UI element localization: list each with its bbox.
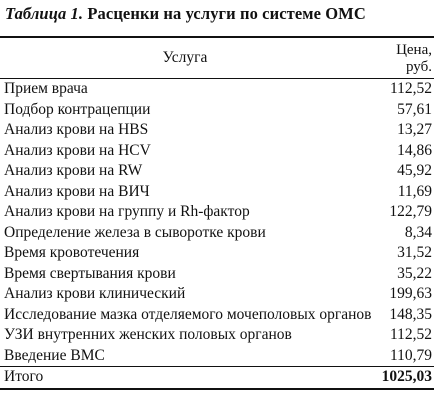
service-price: 110,79: [389, 346, 432, 364]
service-price: 112,52: [389, 80, 432, 97]
table-row: [0, 202, 434, 223]
table-row: [0, 120, 434, 141]
table-row: [0, 161, 434, 182]
caption-label: Таблица 1.: [5, 4, 84, 23]
service-price: 112,52: [389, 326, 432, 343]
table-row: [0, 284, 434, 305]
table-row: [0, 182, 434, 203]
service-price: 35,22: [397, 264, 432, 282]
price-table: [0, 36, 434, 390]
service-name: Исследование мазка отделяемого мочеполовых органов: [4, 305, 372, 323]
table-row: [0, 223, 434, 244]
service-price: 11,69: [397, 182, 432, 200]
total-row: [0, 366, 434, 388]
total-label: Итого: [4, 368, 44, 385]
service-name: Прием врача: [4, 80, 88, 97]
table-row: [0, 305, 434, 326]
service-name: Время свертывания крови: [4, 264, 176, 282]
service-price: 13,27: [397, 121, 432, 138]
table-header: [0, 38, 434, 79]
service-price: 199,63: [389, 285, 432, 302]
service-price: 14,86: [397, 141, 432, 159]
table-row: [0, 325, 434, 346]
service-name: Введение ВМС: [4, 346, 105, 364]
service-name: Время кровотечения: [4, 244, 140, 261]
service-price: 8,34: [404, 223, 432, 241]
table-row: [0, 243, 434, 264]
service-price: 57,61: [397, 100, 432, 118]
table-row: [0, 79, 434, 100]
table-row: [0, 264, 434, 285]
service-price: 122,79: [389, 203, 432, 220]
service-name: Определение железа в сыворотке крови: [4, 223, 266, 241]
service-name: Анализ крови на HCV: [4, 141, 151, 159]
service-name: Анализ крови на ВИЧ: [4, 182, 150, 200]
column-header-price-line1: Цена,: [396, 42, 432, 58]
total-price: 1025,03: [381, 368, 432, 385]
service-name: Подбор контрацепции: [4, 100, 151, 118]
service-price: 31,52: [397, 244, 432, 261]
table-row: [0, 346, 434, 367]
service-name: Анализ крови на группу и Rh-фактор: [4, 203, 250, 220]
column-header-price-line2: руб.: [406, 59, 432, 75]
column-header-price: [372, 42, 432, 76]
caption-title: Расценки на услуги по системе ОМС: [87, 4, 366, 23]
service-price: 148,35: [389, 305, 432, 323]
service-name: Анализ крови на RW: [4, 162, 143, 179]
table-body: [0, 79, 434, 388]
table-caption: [5, 4, 366, 24]
column-header-service: Услуга: [162, 49, 208, 66]
service-name: Анализ крови клинический: [4, 285, 186, 302]
table-row: [0, 100, 434, 121]
service-name: УЗИ внутренних женских половых органов: [4, 326, 292, 343]
service-name: Анализ крови на HBS: [4, 121, 149, 138]
table-row: [0, 141, 434, 162]
service-price: 45,92: [397, 162, 432, 179]
